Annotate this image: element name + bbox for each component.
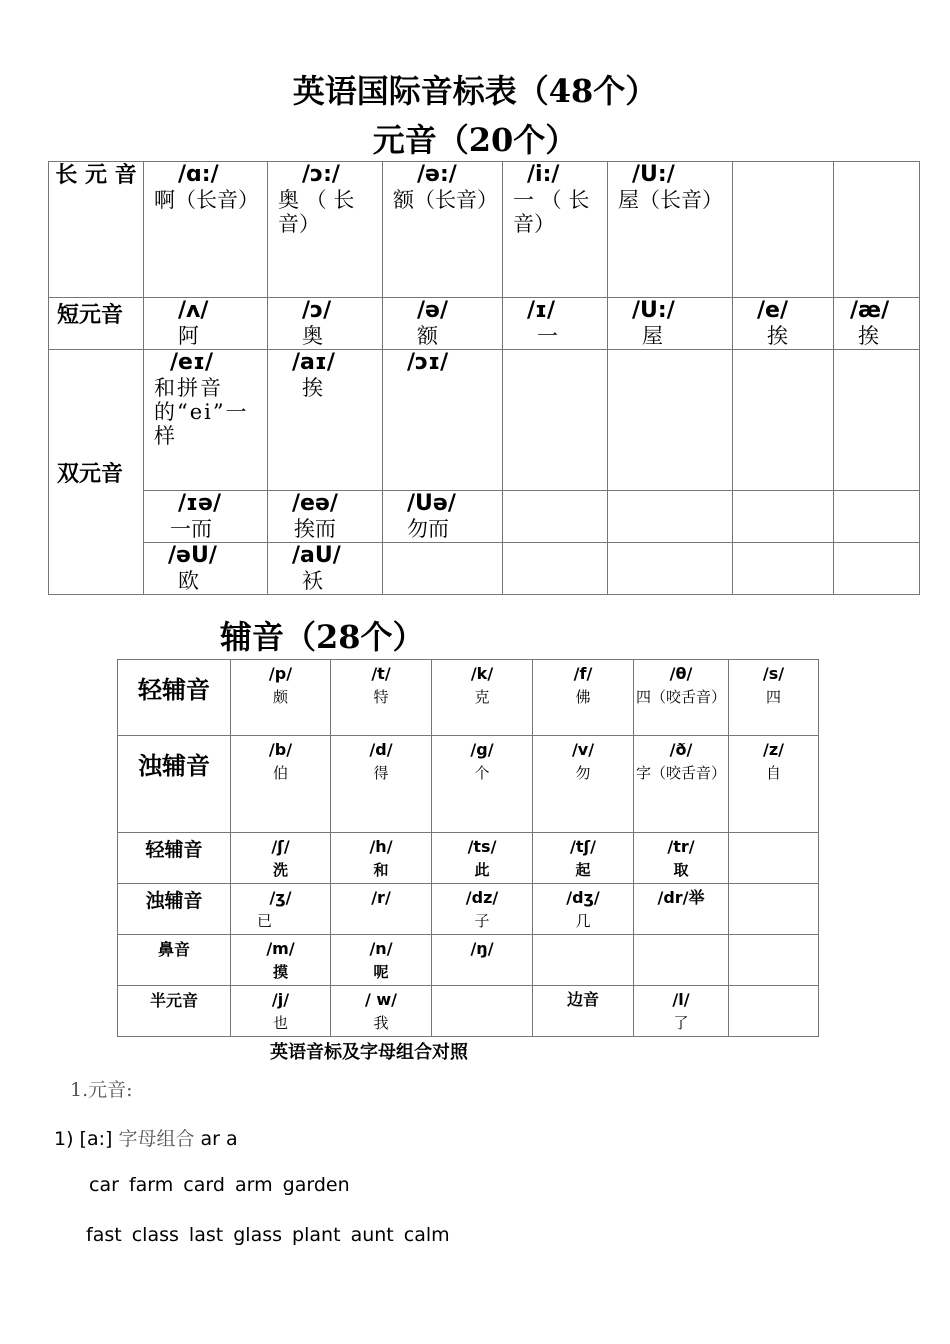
vowel-table [48, 161, 920, 595]
vowel-cell: /aɪ/ 挨 [268, 350, 383, 491]
consonant-row [118, 935, 819, 986]
vowel-cell: /ʌ/ 阿 [144, 298, 268, 350]
consonant-hint: 呢 [373, 963, 389, 981]
vowel-cell: /U:/ 屋 [608, 298, 733, 350]
consonant-hint: 我 [373, 1014, 389, 1032]
consonant-ipa: / w/ [364, 990, 398, 1009]
consonant-cell [533, 833, 634, 884]
consonant-hint: 了 [673, 1014, 689, 1032]
vowel-cell: /əU/ 欧 [144, 543, 268, 595]
consonant-ipa: /v/ [571, 740, 595, 759]
vowel-rule-line: 1) [a:] 字母组合 ar a [54, 1128, 238, 1150]
consonant-row [118, 736, 819, 833]
consonant-hint: 个 [474, 764, 490, 782]
consonant-row-label: 轻辅音 [118, 660, 231, 736]
consonant-row-label: 鼻音 [118, 935, 231, 986]
consonant-ipa: /m/ [266, 939, 295, 958]
consonant-ipa [432, 986, 532, 989]
consonant-cell [432, 660, 533, 736]
consonants-title: 辅音（28个） [220, 618, 425, 656]
consonant-ipa: /d/ [369, 740, 393, 759]
consonant-hint: 克 [474, 688, 490, 706]
empty-cell [733, 491, 834, 543]
consonant-cell [231, 660, 331, 736]
consonant-row [118, 884, 819, 935]
empty-cell [608, 350, 733, 491]
consonant-hint: 也 [272, 1014, 288, 1032]
empty-cell [733, 162, 834, 298]
consonant-ipa: /dʒ/ [566, 888, 600, 907]
consonant-hint: 取 [673, 861, 689, 879]
diphthong-label: 双元音 [49, 350, 144, 595]
empty-cell [733, 350, 834, 491]
consonant-cell [231, 884, 331, 935]
vowel-cell: /ɔ:/ 奥 （ 长音） [268, 162, 383, 298]
vowel-cell: /Uə/ 勿而 [383, 491, 503, 543]
consonant-cell [634, 660, 729, 736]
consonant-ipa: /k/ [470, 664, 494, 683]
empty-cell [733, 543, 834, 595]
consonant-cell [432, 935, 533, 986]
consonant-row-label: 浊辅音 [118, 736, 231, 833]
empty-cell [383, 543, 503, 595]
consonant-cell [432, 833, 533, 884]
empty-cell [608, 543, 733, 595]
consonant-cell [634, 833, 729, 884]
vowel-cell: /ɔ/ 奥 [268, 298, 383, 350]
consonant-hint: 起 [575, 861, 591, 879]
consonant-ipa [634, 935, 728, 938]
vowel-cell: /U:/ 屋（长音） [608, 162, 733, 298]
page-title: 英语国际音标表（48个） [292, 72, 658, 110]
vowel-cell: /ɑ:/ 啊（长音） [144, 162, 268, 298]
consonant-row-label: 轻辅音 [118, 833, 231, 884]
vowel-cell: /ə/ 额 [383, 298, 503, 350]
diphthong-row-1 [49, 350, 920, 491]
consonant-ipa: /g/ [470, 740, 494, 759]
consonant-ipa [729, 833, 818, 836]
consonant-ipa: /b/ [268, 740, 293, 759]
vowel-cell: /ɔɪ/ [383, 350, 503, 491]
consonant-row-label: 浊辅音 [118, 884, 231, 935]
consonant-ipa: /t/ [371, 664, 391, 683]
vowel-cell: /eɪ/ 和拼音的“ei”一样 [144, 350, 268, 491]
consonant-hint: 颇 [272, 688, 288, 706]
consonant-cell [231, 736, 331, 833]
consonant-ipa: /ts/ [467, 837, 497, 856]
vowel-cell: /ɪ/ 一 [503, 298, 608, 350]
consonant-ipa: /tr/ [667, 837, 695, 856]
consonant-cell [533, 935, 634, 986]
vowel-cell: /æ/ 挨 [834, 298, 920, 350]
consonant-table [117, 659, 819, 1037]
consonant-hint: 摸 [272, 963, 288, 981]
empty-cell [834, 543, 920, 595]
consonant-hint: 此 [474, 861, 490, 879]
consonant-ipa: /ʒ/ [269, 888, 292, 907]
consonant-cell [729, 935, 819, 986]
consonant-cell [231, 986, 331, 1037]
consonant-cell [634, 736, 729, 833]
example-words-1: car farm card arm garden [89, 1174, 350, 1196]
consonant-hint: 特 [373, 688, 389, 706]
consonant-ipa: /dr/举 [657, 888, 705, 907]
consonant-ipa: /n/ [369, 939, 393, 958]
consonant-cell [432, 884, 533, 935]
consonant-cell [533, 736, 634, 833]
consonant-hint: 伯 [272, 764, 288, 782]
consonant-cell [331, 660, 432, 736]
consonant-cell [331, 736, 432, 833]
consonant-hint: 勿 [575, 764, 591, 782]
vowel-cell: /aU/ 袄 [268, 543, 383, 595]
vowel-cell: /ɪə/ 一而 [144, 491, 268, 543]
consonant-row-label: 半元音 [118, 986, 231, 1037]
short-vowel-label: 短元音 [49, 298, 144, 350]
consonant-cell [231, 833, 331, 884]
vowel-cell: /i:/ 一 （ 长音） [503, 162, 608, 298]
empty-cell [834, 350, 920, 491]
consonant-cell [729, 660, 819, 736]
consonant-cell [533, 660, 634, 736]
vowel-section-heading: 1.元音: [70, 1079, 133, 1101]
consonant-ipa [533, 935, 633, 938]
long-vowel-label: 长 元 音 [49, 162, 144, 298]
consonant-ipa: /ʃ/ [271, 837, 290, 856]
consonant-ipa: /ð/ [669, 740, 693, 759]
consonant-ipa: /θ/ [669, 664, 693, 683]
consonant-cell [231, 935, 331, 986]
consonant-ipa: /h/ [369, 837, 393, 856]
consonant-cell [634, 986, 729, 1037]
vowel-cell: /e/ 挨 [733, 298, 834, 350]
consonant-ipa [729, 884, 818, 887]
consonant-cell [729, 833, 819, 884]
consonant-hint: 已 [257, 912, 273, 930]
consonant-cell [432, 736, 533, 833]
empty-cell [503, 491, 608, 543]
consonant-hint: 四（咬舌音） [635, 688, 726, 706]
consonant-hint: 几 [575, 912, 591, 930]
example-words-2: fast class last glass plant aunt calm [86, 1224, 450, 1246]
consonant-row [118, 986, 819, 1037]
consonant-hint: 四 [765, 688, 781, 706]
empty-cell [503, 350, 608, 491]
consonant-cell [331, 935, 432, 986]
empty-cell [834, 491, 920, 543]
consonant-ipa: /f/ [573, 664, 593, 683]
diphthong-row-2 [49, 491, 920, 543]
diphthong-row-3 [49, 543, 920, 595]
section-subtitle: 英语音标及字母组合对照 [270, 1042, 468, 1063]
consonant-ipa: /z/ [763, 740, 784, 759]
consonant-ipa: /j/ [271, 990, 290, 1009]
consonant-cell [729, 884, 819, 935]
consonant-ipa: /r/ [371, 888, 391, 907]
consonant-row [118, 833, 819, 884]
consonant-hint: 和 [373, 861, 389, 879]
consonant-row [118, 660, 819, 736]
consonant-cell [729, 986, 819, 1037]
vowels-title: 元音（20个） [372, 121, 578, 159]
empty-cell [503, 543, 608, 595]
consonant-cell [533, 884, 634, 935]
consonant-cell [729, 736, 819, 833]
long-vowel-row [49, 162, 920, 298]
consonant-hint: 子 [474, 912, 490, 930]
consonant-ipa [729, 935, 818, 938]
consonant-hint: 字（咬舌音） [635, 764, 726, 782]
consonant-hint: 自 [765, 764, 781, 782]
short-vowel-row [49, 298, 920, 350]
vowel-cell: /ə:/ 额（长音） [383, 162, 503, 298]
consonant-cell [331, 884, 432, 935]
empty-cell [834, 162, 920, 298]
consonant-ipa: /l/ [672, 990, 690, 1009]
consonant-ipa: 边音 [566, 990, 599, 1009]
consonant-cell [533, 986, 634, 1037]
consonant-cell [634, 884, 729, 935]
consonant-ipa: /p/ [268, 664, 293, 683]
consonant-ipa: /s/ [762, 664, 785, 683]
consonant-cell [432, 986, 533, 1037]
consonant-ipa: /dz/ [465, 888, 499, 907]
consonant-ipa: /ŋ/ [470, 939, 494, 958]
consonant-ipa [729, 986, 818, 989]
consonant-hint: 佛 [575, 688, 591, 706]
consonant-hint: 洗 [272, 861, 288, 879]
empty-cell [608, 491, 733, 543]
consonant-cell [331, 833, 432, 884]
consonant-hint: 得 [373, 764, 389, 782]
vowel-cell: /eə/ 挨而 [268, 491, 383, 543]
consonant-cell [634, 935, 729, 986]
consonant-ipa: /tʃ/ [570, 837, 596, 856]
consonant-cell [331, 986, 432, 1037]
